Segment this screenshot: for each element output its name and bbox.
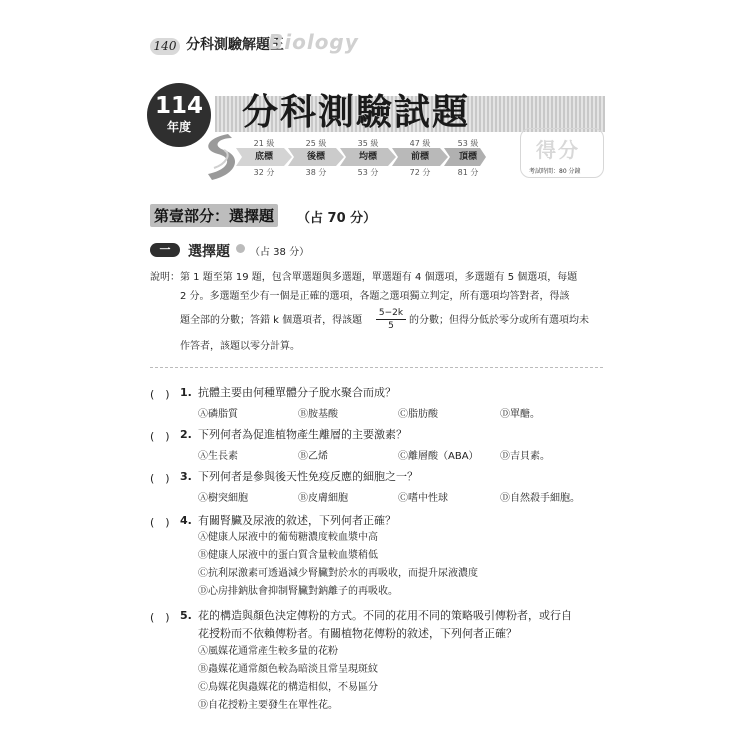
fraction-numerator: 5−2k	[376, 307, 406, 320]
level-score: 32 分	[253, 168, 275, 177]
level-score: 72 分	[409, 168, 431, 177]
level-score: 81 分	[457, 168, 479, 177]
book-title: 分科測驗解題王	[186, 37, 284, 53]
level-grade: 47 級	[409, 139, 431, 148]
subsection-number-badge: 一	[150, 243, 180, 257]
instructions-line: 2 分。多選題至少有一個是正確的選項，各題之選項獨立判定，所有選項均答對者，得該	[180, 291, 570, 302]
question-text: 花的構造與顏色決定傳粉的方式。不同的花用不同的策略吸引傳粉者，或行自	[198, 609, 572, 622]
answer-blank[interactable]: ( )	[150, 388, 170, 401]
part-heading: 第壹部分：選擇題	[150, 204, 278, 227]
level-grade: 53 級	[457, 139, 479, 148]
fraction-denominator: 5	[388, 321, 394, 331]
level-grade: 25 級	[305, 139, 327, 148]
option: Ⓒ嗜中性球	[398, 493, 448, 504]
option: Ⓒ脂肪酸	[398, 409, 438, 420]
exam-time: 考試時間：80 分鐘	[529, 168, 581, 175]
answer-blank[interactable]: ( )	[150, 430, 170, 443]
level-tag: 前標	[410, 152, 429, 162]
question-number: 4.	[180, 514, 192, 527]
option: Ⓑ皮膚細胞	[298, 493, 348, 504]
subject-watermark: Biology	[268, 30, 359, 54]
level-grade: 35 級	[357, 139, 379, 148]
answer-blank[interactable]: ( )	[150, 472, 170, 485]
question-text: 有關腎臟及尿液的敘述，下列何者正確？	[198, 514, 396, 527]
divider	[150, 367, 603, 368]
option: Ⓐ健康人尿液中的葡萄糖濃度較血漿中高	[198, 532, 378, 543]
option: Ⓐ生長素	[198, 451, 238, 462]
option: Ⓑ乙烯	[298, 451, 328, 462]
question-number: 1.	[180, 386, 192, 399]
level-tag: 均標	[358, 152, 377, 162]
question-number: 5.	[180, 609, 192, 622]
question-text: 下列何者為促進植物產生離層的主要激素？	[198, 428, 407, 441]
part-points: （占 70 分）	[297, 211, 377, 226]
option: Ⓑ胺基酸	[298, 409, 338, 420]
question-number: 3.	[180, 470, 192, 483]
level-tag: 底標	[254, 152, 273, 162]
question-text: 下列何者是參與後天性免疫反應的細胞之一？	[198, 470, 418, 483]
option: Ⓓ自然殺手細胞。	[500, 493, 580, 504]
option: Ⓐ樹突細胞	[198, 493, 248, 504]
option: Ⓒ離層酸（ABA）	[398, 451, 479, 462]
level-grade: 21 級	[253, 139, 275, 148]
option: Ⓒ鳥媒花與蟲媒花的構造相似，不易區分	[198, 682, 378, 693]
option: Ⓓ自花授粉主要發生在單性花。	[198, 700, 338, 711]
year-suffix: 年度	[166, 120, 191, 134]
answer-blank[interactable]: ( )	[150, 611, 170, 624]
option: Ⓐ磷脂質	[198, 409, 238, 420]
level-score: 38 分	[305, 168, 327, 177]
question-number: 2.	[180, 428, 192, 441]
score-fraction	[376, 307, 406, 332]
question-text-continued: 花授粉而不依賴傳粉者。有關植物花傳粉的敘述，下列何者正確？	[198, 627, 517, 640]
option: Ⓓ心房排鈉肽會抑制腎臟對鈉離子的再吸收。	[198, 586, 398, 597]
subsection-points: （占 38 分）	[250, 247, 310, 258]
instructions-prefix: 說明：	[150, 272, 180, 283]
instructions-line: 的分數；但得分低於零分或所有選項均未	[409, 315, 589, 326]
option: Ⓒ抗利尿激素可透過減少腎臟對於水的再吸收，而提升尿液濃度	[198, 568, 478, 579]
level-score: 53 分	[357, 168, 379, 177]
subsection-heading: 選擇題	[188, 244, 230, 260]
instructions-line: 作答者，該題以零分計算。	[180, 341, 300, 352]
score-label: 得分	[536, 138, 580, 162]
option: Ⓐ風媒花通常產生較多量的花粉	[198, 646, 338, 657]
page-number: 140	[150, 38, 180, 55]
exam-title: 分科測驗試題	[242, 92, 471, 133]
answer-blank[interactable]: ( )	[150, 516, 170, 529]
option: Ⓓ吉貝素。	[500, 451, 550, 462]
option: Ⓑ健康人尿液中的蛋白質含量較血漿稍低	[198, 550, 378, 561]
question-text: 抗體主要由何種單體分子脫水聚合而成？	[198, 386, 396, 399]
instructions-line: 題全部的分數；答錯 k 個選項者，得該題	[180, 315, 363, 326]
level-tag: 後標	[306, 152, 325, 162]
option: Ⓓ單醣。	[500, 409, 540, 420]
bullet-dot-icon	[236, 244, 245, 253]
year-number: 114	[154, 93, 203, 119]
option: Ⓑ蟲媒花通常顏色較為暗淡且常呈現斑紋	[198, 664, 378, 675]
instructions-line: 第 1 題至第 19 題，包含單選題與多選題，單選題有 4 個選項，多選題有 5 個選項，每題	[180, 272, 578, 283]
level-tag: 頂標	[458, 152, 477, 162]
